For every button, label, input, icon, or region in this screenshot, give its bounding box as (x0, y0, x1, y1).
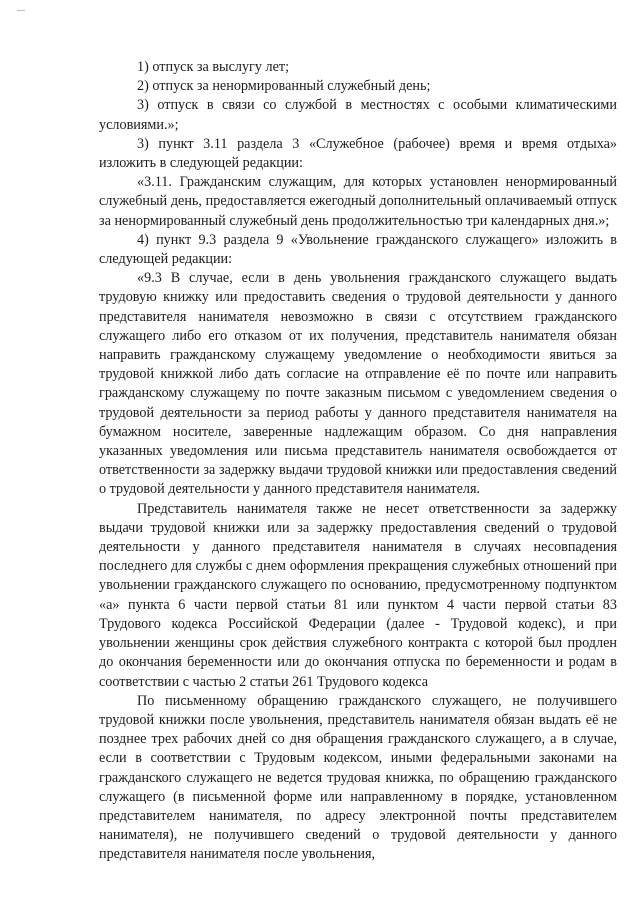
paragraph-clause-9-3: «9.3 В случае, если в день увольнения гражданского служащего выдать трудовую книжку или предоставить сведения о трудовой деятельности у данного представителя нанимателя невозможно в связи с отсутствием гражданского служащего либо его отказом от их получения, представитель нанимателя обязан направить гражданскому служащему уведомление о необходимости явиться за трудовой книжкой либо дать согласие на отправление её по почте или направить гражданскому служащему по почте заказным письмом с уведомлением сведения о трудовой деятельности за период работы у данного представителя нанимателя на бумажном носителе, заверенные надлежащим образом. Со дня направления указанных уведомления или письма представитель нанимателя освобождается от ответственности за задержку выдачи трудовой книжки или предоставления сведений о трудовой деятельности у данного представителя нанимателя. (99, 270, 617, 498)
paragraph-leave-irregular-day: 2) отпуск за ненормированный служебный день; (137, 78, 431, 95)
paragraph-leave-special-climate: 3) отпуск в связи со службой в местностях с особыми климатическими условиями.»; (99, 97, 617, 133)
scan-corner-mark (17, 10, 25, 11)
paragraph-written-request: По письменному обращению гражданского служащего, не получившего трудовой книжки после увольнения, представитель нанимателя обязан выдать её не позднее трех рабочих дней со дня обращения гражданского служащего, а в случае, если в соответствии с Трудовым кодексом, иными федеральными законами на гражданского служащего не ведется трудовая книжка, по обращению гражданского служащего (в письменной форме или направленному в порядке, установленном представителем нанимателя, по адресу электронной почты представителем нанимателя), не получившего сведений о трудовой деятельности у данного представителя нанимателя после увольнения, (99, 692, 617, 863)
paragraph-amend-3-11: 3) пункт 3.11 раздела 3 «Служебное (рабочее) время и время отдыха» изложить в следующей редакции: (99, 135, 617, 172)
paragraph-amend-9-3: 4) пункт 9.3 раздела 9 «Увольнение гражданского служащего» изложить в следующей редакции: (99, 231, 617, 268)
paragraph-leave-seniority: 1) отпуск за выслугу лет; (137, 59, 290, 75)
document-page (99, 58, 617, 865)
paragraph-employer-liability: Представитель нанимателя также не несет ответственности за задержку выдачи трудовой книжки или за задержку предоставления сведений о трудовой деятельности у данного представителя нанимателя в случаях несовпадения последнего для службы с днем оформления прекращения служебных отношений при увольнении гражданского служащего по основанию, предусмотренному подпунктом «а» пункта 6 части первой статьи 81 или пунктом 4 части первой статьи 83 Трудового кодекса Российской Федерации (далее - Трудовой кодекс), и при увольнении женщины срок действия служебного контракта с которой был продлен до окончания беременности или до окончания отпуска по беременности и родам в соответствии с частью 2 статьи 261 Трудового кодекса (99, 500, 617, 690)
paragraph-clause-3-11: «3.11. Гражданским служащим, для которых установлен ненормированный служебный день, предоставляется ежегодный дополнительный оплачиваемый отпуск за ненормированный служебный день продолжительностью три календарных дня.»; (99, 174, 617, 229)
